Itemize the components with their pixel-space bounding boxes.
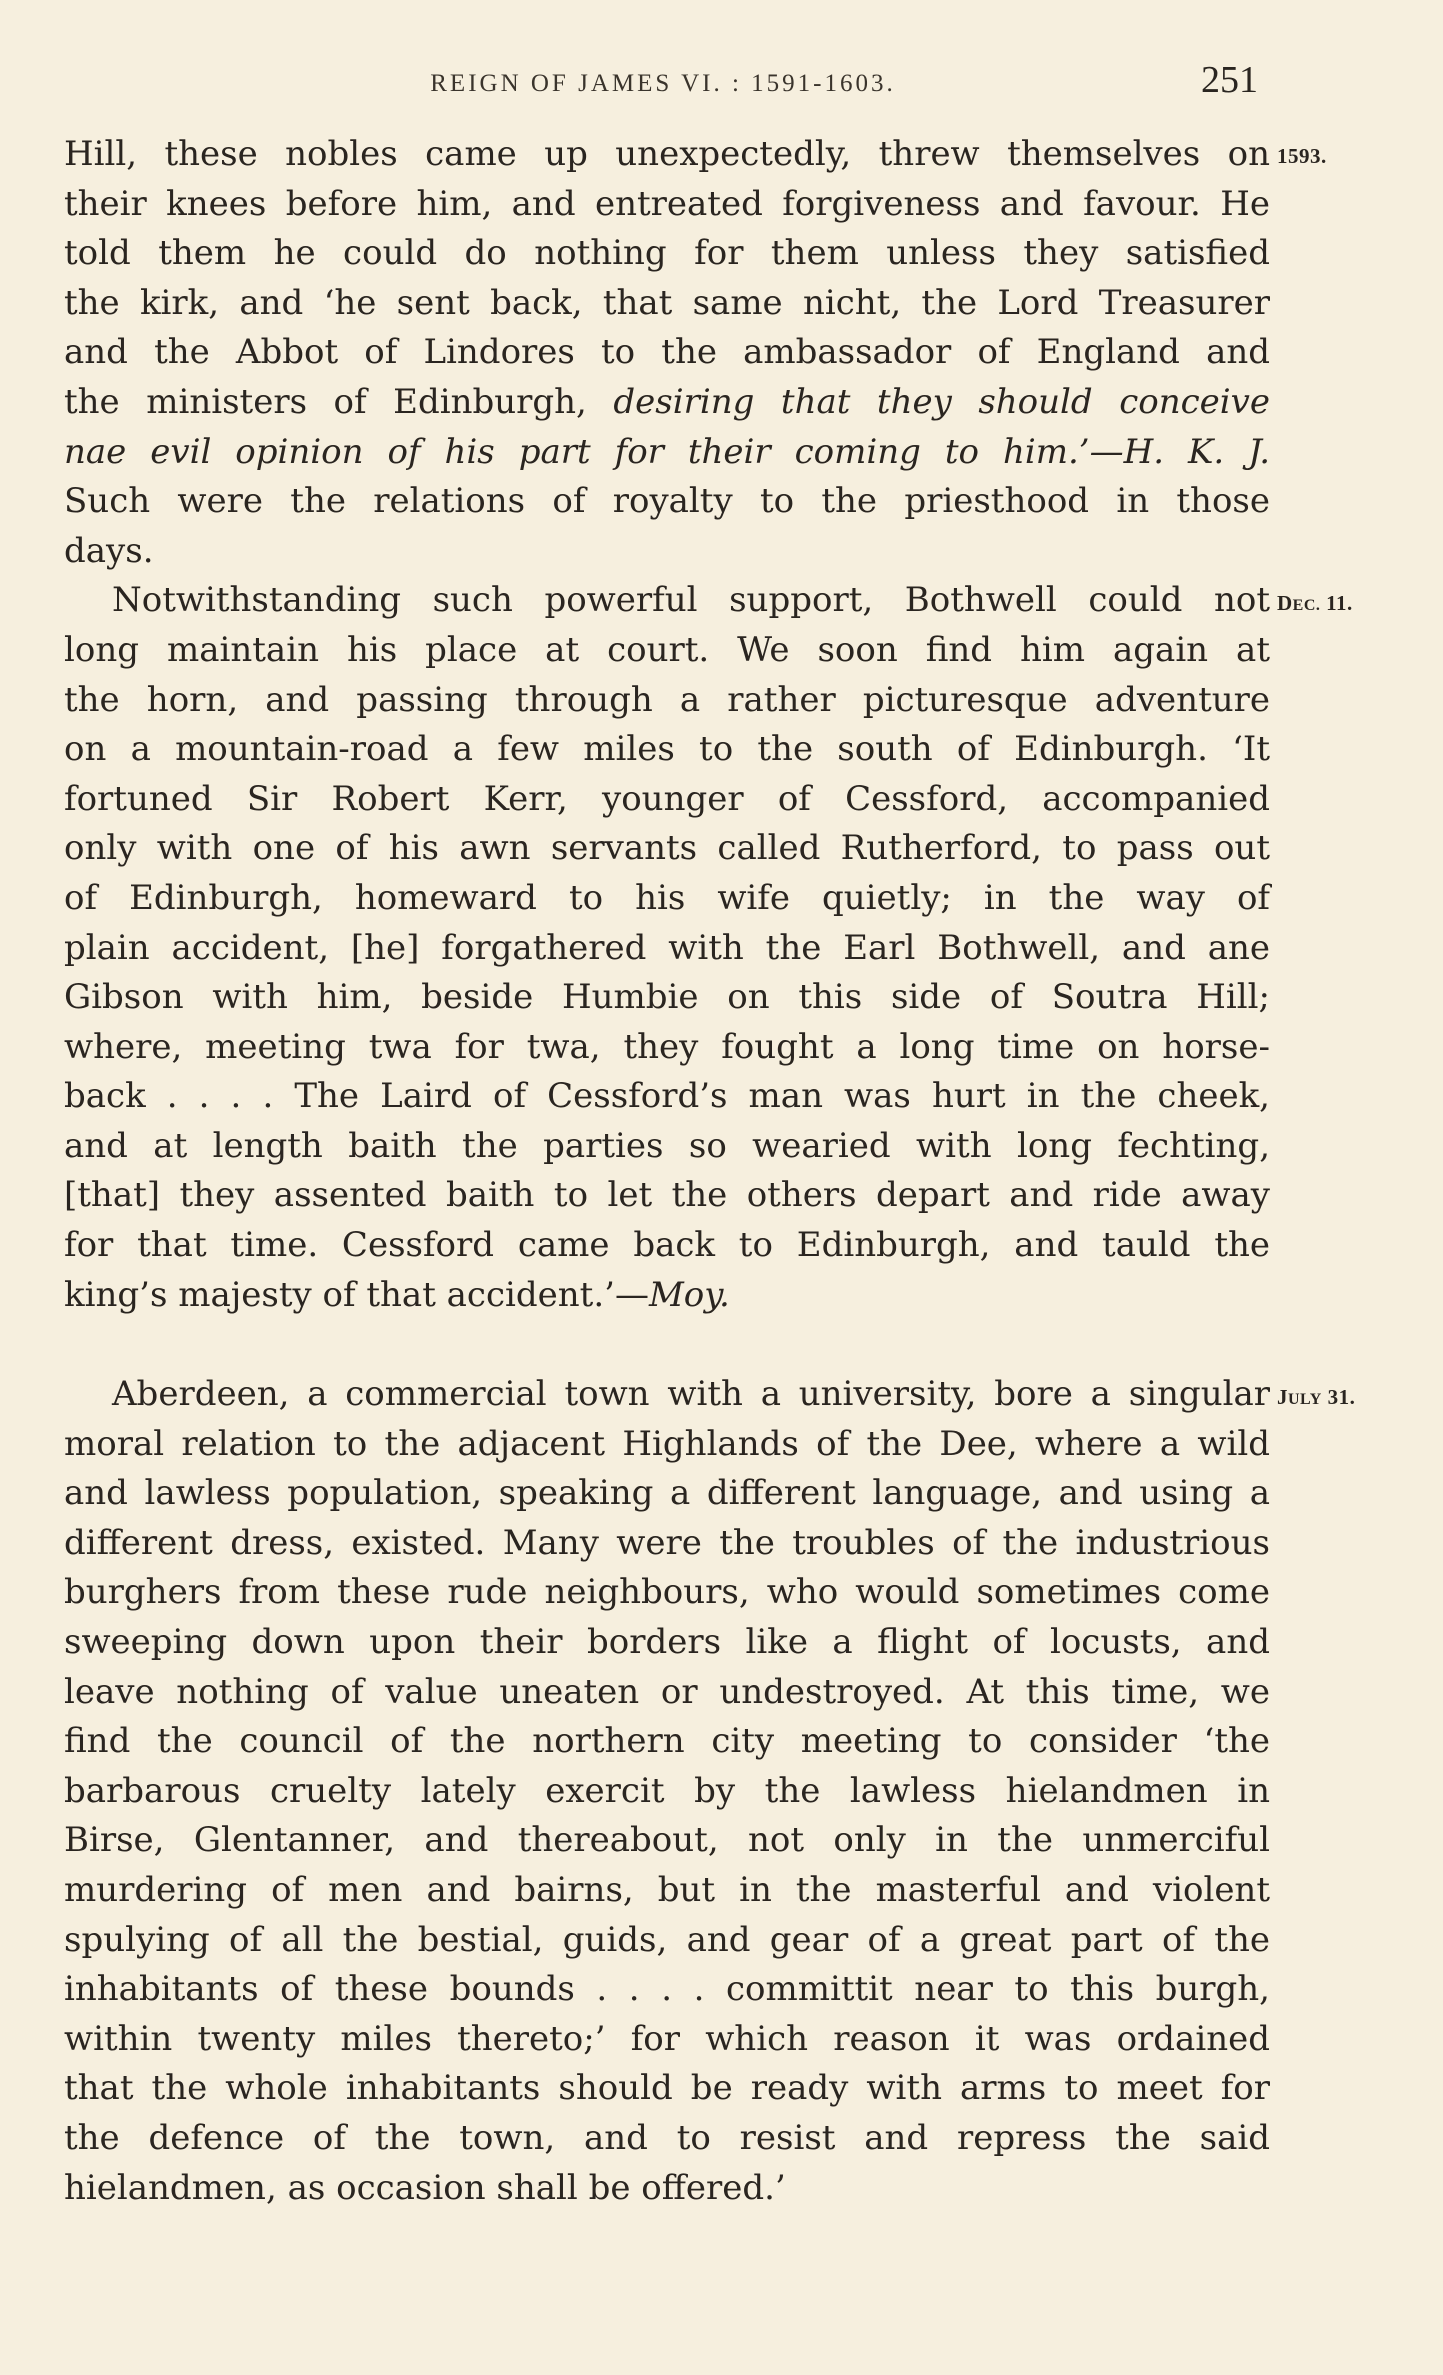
- text-line: and the Abbot of Lindores to the ambassador of England and: [64, 332, 1270, 373]
- text-line: barbarous cruelty lately exercit by the lawless hielandmen in: [64, 1770, 1270, 1811]
- text-line: plain accident, [he] forgathered with the Earl Bothwell, and ane: [64, 927, 1270, 968]
- text-line: that the whole inhabitants should be ready with arms to meet for: [64, 2068, 1270, 2109]
- text-line: hielandmen, as occasion shall be offered.’: [64, 2167, 786, 2208]
- margin-note-year-text: 1593.: [1277, 144, 1327, 168]
- margin-note-date-july-small: ULY: [1288, 1391, 1322, 1408]
- text-run: king’s majesty of that accident.’—: [64, 1274, 649, 1315]
- margin-note-date-dec-prefix: D: [1277, 591, 1293, 615]
- margin-note-date-july-day: 31.: [1321, 1385, 1356, 1409]
- margin-note-date-dec-small: EC.: [1292, 597, 1321, 614]
- text-line: of Edinburgh, homeward to his wife quietly; in the way of: [64, 877, 1270, 918]
- text-line: spulying of all the bestial, guids, and gear of a great part of the: [64, 1919, 1270, 1960]
- text-line: inhabitants of these bounds . . . . committit near to this burgh,: [64, 1969, 1270, 2010]
- text-run: the ministers of Edinburgh,: [64, 381, 614, 422]
- text-line: their knees before him, and entreated forgiveness and favour. He: [64, 183, 1270, 224]
- text-line: moral relation to the adjacent Highlands of the Dee, where a wild: [64, 1423, 1270, 1464]
- text-block-upper: [64, 130, 1270, 1320]
- text-line: different dress, existed. Many were the troubles of the industrious: [64, 1522, 1270, 1563]
- italic-source: Moy.: [648, 1274, 730, 1315]
- text-line: murdering of men and bairns, but in the masterful and violent: [64, 1869, 1270, 1910]
- text-line: Such were the relations of royalty to the priesthood in those: [64, 481, 1270, 522]
- text-line: find the council of the northern city meeting to consider ‘the: [64, 1721, 1270, 1762]
- text-line: for that time. Cessford came back to Edinburgh, and tauld the: [64, 1225, 1270, 1266]
- text-line: where, meeting twa for twa, they fought a long time on horse-: [64, 1026, 1270, 1067]
- margin-note-year: [1277, 144, 1327, 169]
- text-line: the defence of the town, and to resist and repress the said: [64, 2117, 1270, 2158]
- text-line: and at length baith the parties so wearied with long fechting,: [64, 1125, 1270, 1166]
- text-line: days.: [64, 530, 154, 571]
- running-head: [68, 58, 1258, 108]
- running-title: REIGN OF JAMES VI. : 1591-1603.: [430, 70, 896, 97]
- text-line: leave nothing of value uneaten or undestroyed. At this time, we: [64, 1671, 1270, 1712]
- text-block-lower: [64, 1370, 1270, 2213]
- text-line: only with one of his awn servants called Rutherford, to pass out: [64, 828, 1270, 869]
- text-line: Aberdeen, a commercial town with a university, bore a singular: [112, 1374, 1270, 1414]
- text-line: burghers from these rude neighbours, who would sometimes come: [64, 1572, 1270, 1613]
- text-line: [64, 378, 1270, 428]
- page-number: 251: [1201, 59, 1258, 101]
- text-line: [that] they assented baith to let the others depart and ride away: [64, 1175, 1270, 1216]
- text-line: the kirk, and ‘he sent back, that same nicht, the Lord Treasurer: [64, 282, 1270, 323]
- text-line: [64, 1271, 1270, 1321]
- text-line: back . . . . The Laird of Cessford’s man was hurt in the cheek,: [64, 1076, 1270, 1117]
- text-line: fortuned Sir Robert Kerr, younger of Cessford, accompanied: [64, 778, 1270, 819]
- text-line: the horn, and passing through a rather picturesque adventure: [64, 679, 1270, 720]
- margin-note-date-july: [1277, 1385, 1355, 1410]
- text-line: told them he could do nothing for them unless they satisfied: [64, 233, 1270, 274]
- text-line: [64, 428, 1270, 478]
- margin-note-date-july-prefix: J: [1277, 1385, 1288, 1409]
- text-line: long maintain his place at court. We soon find him again at: [64, 629, 1270, 670]
- text-line: within twenty miles thereto;’ for which reason it was ordained: [64, 2018, 1270, 2059]
- text-line: Gibson with him, beside Humbie on this side of Soutra Hill;: [64, 977, 1270, 1018]
- text-line: sweeping down upon their borders like a flight of locusts, and: [64, 1621, 1270, 1662]
- margin-note-date-dec: [1277, 591, 1353, 616]
- text-line: and lawless population, speaking a different language, and using a: [64, 1473, 1270, 1514]
- text-line: Birse, Glentanner, and thereabout, not only in the unmerciful: [64, 1820, 1270, 1861]
- margin-note-date-dec-day: 11.: [1320, 591, 1353, 615]
- italic-quote: nae evil opinion of his part for their coming to him.’—H. K. J.: [64, 431, 1270, 472]
- text-line: on a mountain-road a few miles to the south of Edinburgh. ‘It: [64, 729, 1270, 770]
- text-line: Hill, these nobles came up unexpectedly, threw themselves on: [64, 134, 1270, 174]
- italic-quote: desiring that they should conceive: [613, 381, 1270, 422]
- text-line: Notwithstanding such powerful support, Bothwell could not: [112, 580, 1270, 621]
